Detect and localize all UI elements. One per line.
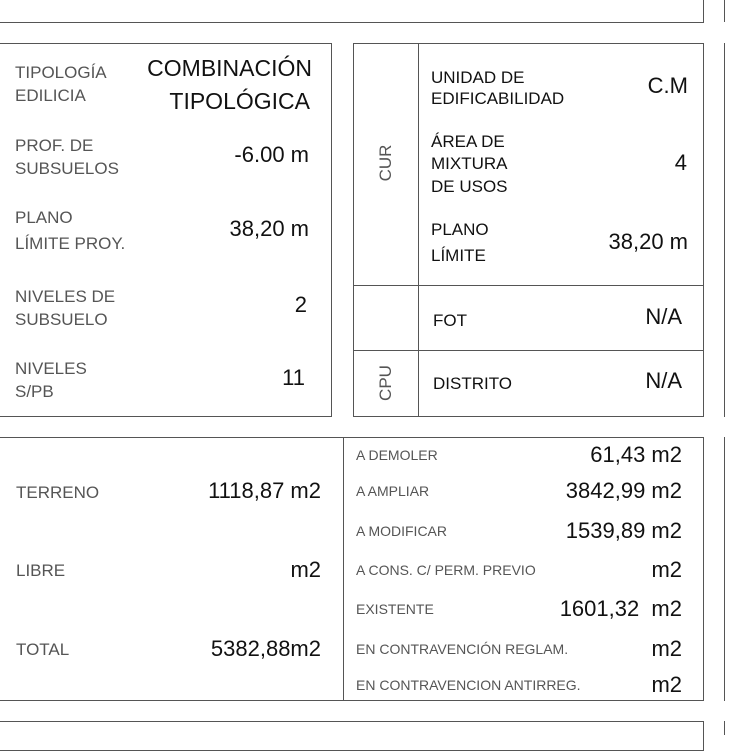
bottom-partial-box (0, 721, 704, 751)
contravencion-reglam-value: m2 (651, 636, 682, 661)
tipologia-value-1: COMBINACIÓN (147, 55, 312, 81)
niveles-subsuelo-label-1: NIVELES DE (15, 287, 116, 306)
plano-limite-proy-value: 38,20 m (229, 216, 309, 241)
total-label: TOTAL (16, 640, 70, 659)
cur-side-label: CUR (376, 144, 395, 182)
fot-value: N/A (645, 304, 682, 329)
contravencion-reglam-label: EN CONTRAVENCIÓN REGLAM. (356, 641, 569, 657)
libre-label: LIBRE (16, 561, 66, 580)
cur-divider-v (418, 43, 419, 417)
right-edge-line-top (724, 0, 725, 22)
libre-value: m2 (290, 557, 321, 582)
plano-limite-label-1: PLANO (431, 220, 489, 239)
tipologia-value-2: TIPOLÓGICA (169, 88, 310, 114)
plano-limite-label-2: LÍMITE (431, 246, 486, 265)
contravencion-antirreg-value: m2 (651, 672, 682, 697)
existente-label: EXISTENTE (356, 601, 434, 617)
niveles-subsuelo-label-2: SUBSUELO (15, 310, 108, 329)
a-demoler-value: 61,43 m2 (590, 442, 682, 467)
right-edge-line-bottom (724, 437, 725, 701)
cpu-side-label: CPU (376, 365, 395, 401)
tipologia-label-2: EDILICIA (15, 86, 86, 105)
area-mixtura-label-3: DE USOS (431, 177, 508, 196)
area-mixtura-label-2: MIXTURA (431, 154, 508, 173)
niveles-spb-label-1: NIVELES (15, 359, 87, 378)
right-edge-line-mid (724, 43, 725, 417)
tipologia-label-1: TIPOLOGÍA (15, 63, 107, 82)
contravencion-antirreg-label: EN CONTRAVENCION ANTIRREG. (356, 677, 581, 693)
plano-limite-proy-label-2: LÍMITE PROY. (15, 234, 126, 253)
a-cons-perm-previo-label: A CONS. C/ PERM. PREVIO (356, 562, 536, 578)
plano-limite-proy-label-1: PLANO (15, 208, 73, 227)
a-cons-perm-previo-value: m2 (651, 557, 682, 582)
unidad-edificabilidad-label-1: UNIDAD DE (431, 68, 525, 87)
cur-divider-h2 (353, 350, 704, 351)
area-mixtura-value: 4 (674, 150, 687, 175)
a-ampliar-value: 3842,99 m2 (565, 478, 682, 503)
total-value: 5382,88m2 (210, 636, 321, 661)
top-partial-box (0, 0, 704, 23)
distrito-value: N/A (645, 368, 682, 393)
prof-subsuelos-label-2: SUBSUELOS (15, 159, 119, 178)
niveles-subsuelo-value: 2 (294, 292, 307, 317)
cur-divider-h1 (353, 285, 704, 286)
distrito-label: DISTRITO (433, 374, 513, 393)
prof-subsuelos-value: -6.00 m (234, 142, 309, 167)
terreno-value: 1118,87 m2 (208, 478, 321, 503)
existente-value: 1601,32 m2 (559, 596, 682, 621)
fot-label: FOT (433, 311, 467, 330)
area-mixtura-label-1: ÁREA DE (431, 132, 505, 151)
right-edge-line-bottom-2 (724, 721, 725, 735)
terreno-label: TERRENO (16, 483, 100, 502)
plano-limite-value: 38,20 m (608, 229, 688, 254)
a-modificar-label: A MODIFICAR (356, 523, 448, 539)
a-ampliar-label: A AMPLIAR (356, 483, 430, 499)
a-demoler-label: A DEMOLER (356, 447, 438, 463)
prof-subsuelos-label-1: PROF. DE (15, 136, 94, 155)
niveles-spb-label-2: S/PB (15, 382, 54, 401)
unidad-edificabilidad-value: C.M (647, 73, 688, 98)
a-modificar-value: 1539,89 m2 (565, 518, 682, 543)
niveles-spb-value: 11 (282, 365, 305, 390)
unidad-edificabilidad-label-2: EDIFICABILIDAD (431, 89, 565, 108)
